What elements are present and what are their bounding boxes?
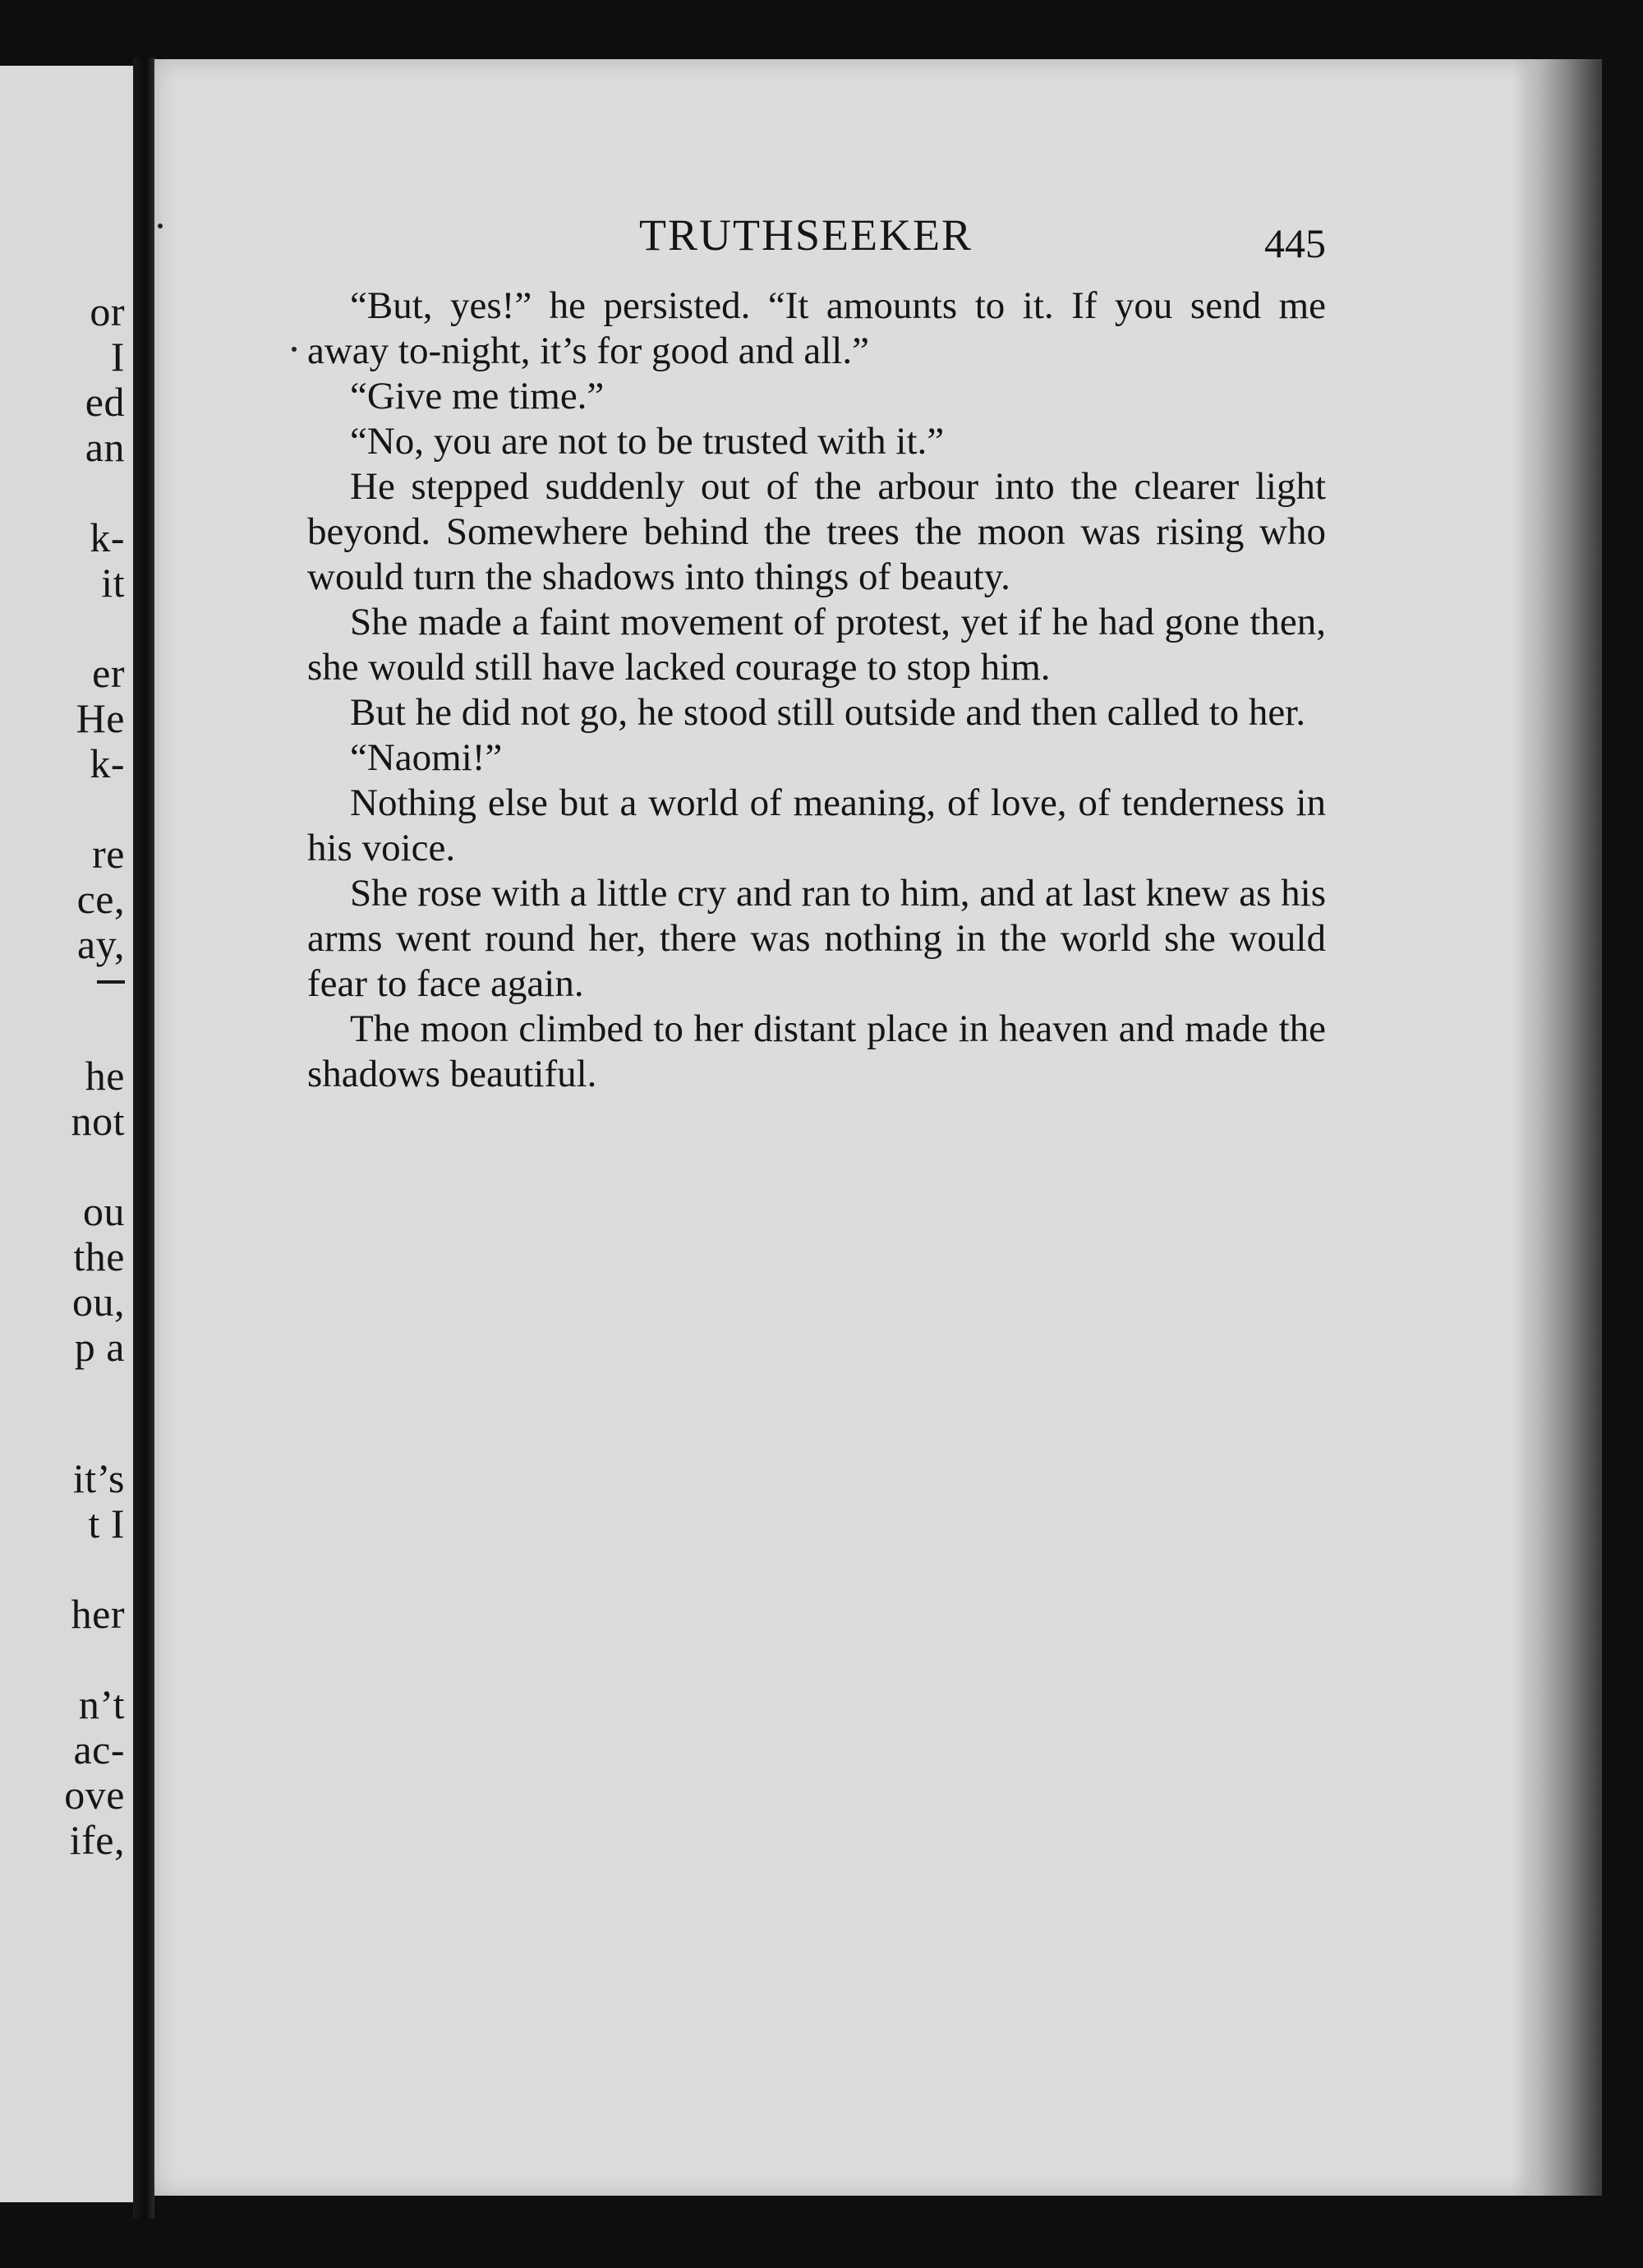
- facing-page-fragment: it: [101, 560, 125, 606]
- page-number: 445: [1264, 220, 1326, 266]
- facing-page-fragment: the: [73, 1233, 125, 1279]
- facing-page-fragment: an: [85, 424, 125, 470]
- facing-page-fragment: re: [92, 831, 125, 877]
- facing-page-fragment: ove: [64, 1772, 125, 1818]
- page-header: [307, 210, 1326, 267]
- paragraph: “Give me time.”: [350, 375, 605, 417]
- facing-page-fragment: ac-: [73, 1726, 125, 1772]
- paragraph: The moon climbed to her distant place in heaven and made the shadows beautiful.: [307, 1007, 1326, 1095]
- paragraph: Nothing else but a world of meaning, of love, of tenderness in his voice.: [307, 781, 1326, 869]
- facing-page-fragment: or: [90, 288, 125, 334]
- running-head: TRUTHSEEKER: [639, 210, 973, 260]
- facing-page-fragment: I: [110, 334, 125, 380]
- facing-page-fragment: her: [71, 1591, 125, 1637]
- paragraph: She rose with a little cry and ran to him, and at last knew as his arms went round her, there was nothing in the world she would fear to face again.: [307, 872, 1326, 1005]
- body-text: [307, 284, 1326, 1097]
- facing-page-fragment: t I: [88, 1500, 125, 1547]
- facing-page-fragment: He: [76, 695, 125, 741]
- facing-page-fragment: p a: [74, 1324, 125, 1370]
- facing-page-fragment: ou,: [72, 1279, 125, 1325]
- facing-page-fragment: n’t: [78, 1681, 125, 1727]
- facing-page-fragment: it’s: [72, 1455, 125, 1501]
- print-speck: [292, 347, 297, 352]
- paragraph: But he did not go, he stood still outside and then called to her.: [350, 691, 1306, 734]
- paragraph: She made a faint movement of protest, yet if he had gone then, she would still have lacked courage to stop him.: [307, 601, 1326, 689]
- facing-page-rule: [97, 980, 125, 984]
- paragraph: He stepped suddenly out of the arbour into the clearer light beyond. Somewhere behind the trees the moon was rising who would turn the shadows into things of beauty.: [307, 465, 1326, 598]
- paragraph: “But, yes!” he persisted. “It amounts to it. If you send me away to-night, it’s for good and all.”: [307, 284, 1326, 372]
- facing-page-fragment: ed: [85, 379, 125, 425]
- paragraph: “No, you are not to be trusted with it.”: [350, 420, 945, 463]
- page-edge-shadow: [1512, 59, 1602, 2196]
- facing-page-fragment: ou: [83, 1188, 125, 1234]
- book-gutter: [133, 58, 154, 2219]
- facing-page-fragment: ce,: [76, 876, 125, 922]
- facing-page-fragment: ife,: [69, 1817, 125, 1863]
- facing-page-fragment: k-: [90, 740, 125, 786]
- facing-page: [0, 66, 133, 2202]
- facing-page-fragment: not: [71, 1098, 125, 1144]
- print-speck: [158, 224, 163, 228]
- facing-page-fragment: he: [85, 1053, 125, 1099]
- facing-page-fragment: k-: [90, 514, 125, 560]
- facing-page-fragment: er: [92, 650, 125, 696]
- paragraph: “Naomi!”: [350, 736, 503, 779]
- facing-page-fragment: ay,: [77, 921, 125, 967]
